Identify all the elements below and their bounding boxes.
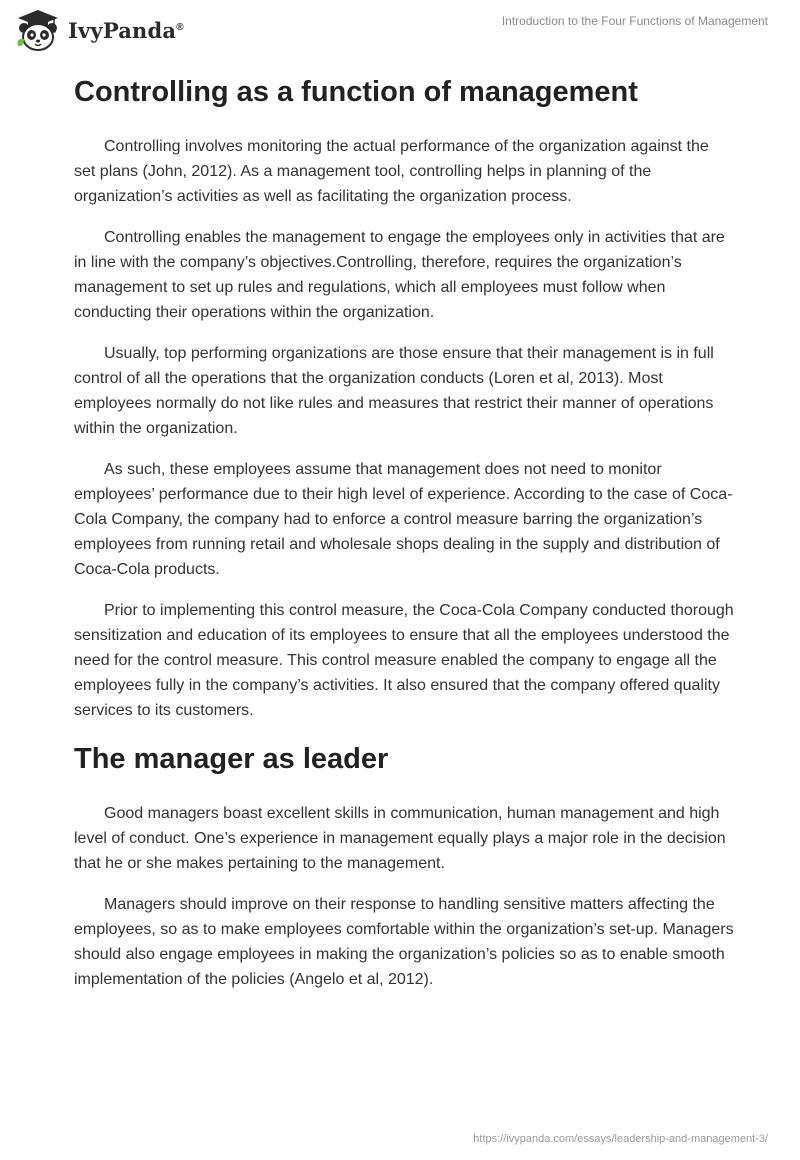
registered-mark: ® (176, 21, 184, 33)
source-url-link[interactable]: https://ivypanda.com/essays/leadership-and-management-3/ (473, 1133, 768, 1145)
paragraph: Managers should improve on their response to handling sensitive matters affecting the employees, so as to make employees comfortable within the organization’s set-up. Managers should also engage employees in making the organization’s policies so as to enable smooth implementation of the policies (Angelo et al, 2012). (74, 896, 734, 988)
paragraph: Controlling enables the management to engage the employees only in activities that are in line with the company’s objectives.Controlling, therefore, requires the organization’s management to set up rules and regulations, which all employees must follow when conducting their operations within the organization. (74, 229, 725, 321)
panda-graduate-icon (14, 8, 62, 52)
document-title: Introduction to the Four Functions of Management (501, 14, 768, 28)
brand-name: IvyPanda® (68, 17, 184, 43)
paragraph: Prior to implementing this control measure, the Coca-Cola Company conducted thorough sensitization and education of its employees to ensure that all the employees understood the need for the control measure. This control measure enabled the company to engage all the employees fully in the company’s activities. It also ensured that the company offered quality services to its customers. (74, 602, 734, 719)
section-heading-manager-as-leader: The manager as leader (74, 743, 389, 775)
ivypanda-logo[interactable] (14, 8, 184, 52)
essay-content (74, 68, 734, 1008)
page-header (0, 0, 800, 64)
paragraph: As such, these employees assume that management does not need to monitor employees’ performance due to their high level of experience. According to the case of Coca-Cola Company, the company had to enforce a control measure barring the organization’s employees from running retail and wholesale shops dealing in the supply and distribution of Coca-Cola products. (74, 461, 733, 578)
paragraph: Controlling involves monitoring the actual performance of the organization against the set plans (John, 2012). As a management tool, controlling helps in planning of the organization’s activities as well as facilitating the organization process. (74, 138, 709, 205)
paragraph: Good managers boast excellent skills in communication, human management and high level of conduct. One’s experience in management equally plays a major role in the decision that he or she makes pertaining to the management. (74, 805, 726, 872)
paragraph: Usually, top performing organizations are those ensure that their management is in full control of all the operations that the organization conducts (Loren et al, 2013). Most employees normally do not like rules and measures that restrict their manner of operations within the organization. (74, 345, 714, 437)
section-heading-controlling: Controlling as a function of management (74, 76, 638, 108)
